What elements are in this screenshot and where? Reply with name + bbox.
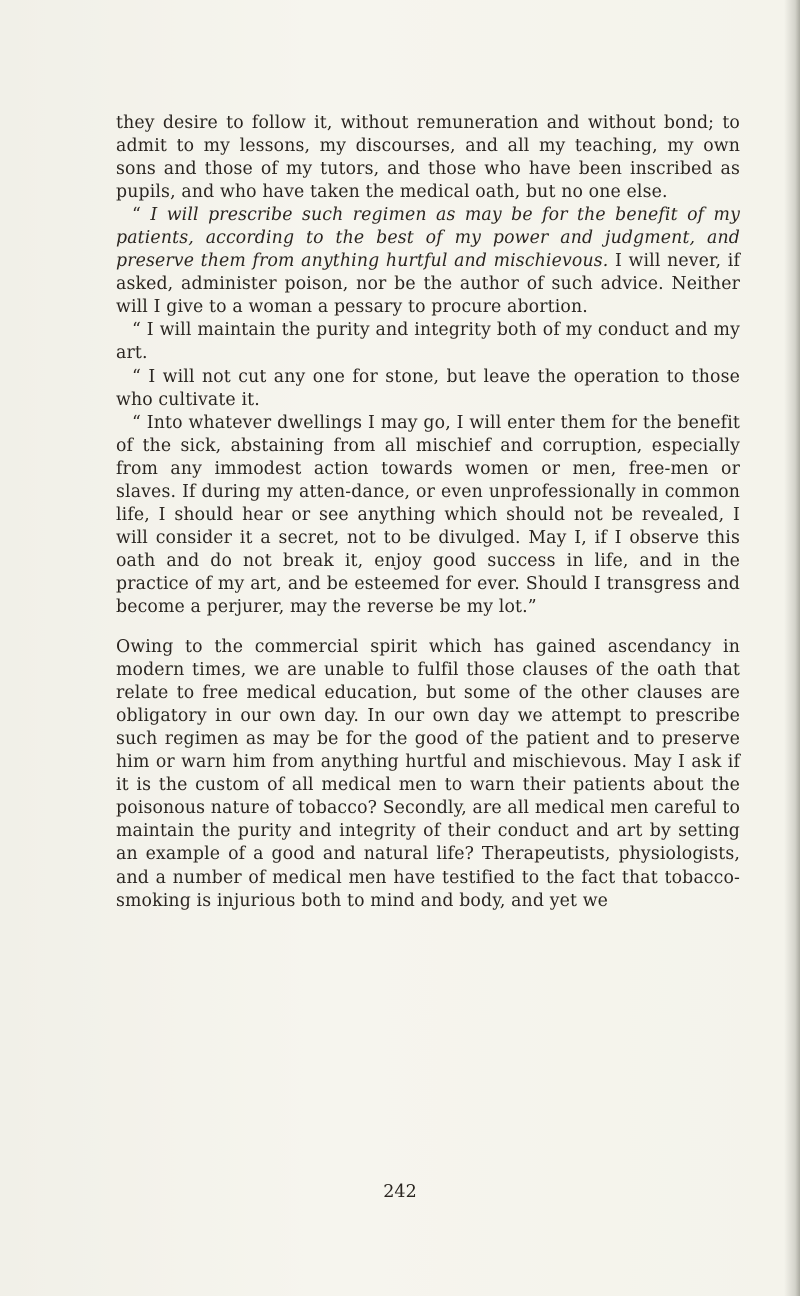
text-run: “ <box>132 205 151 226</box>
text-run: they desire to follow it, without remuneration and without bond; to admit to my lessons, my discourses, and all my teaching, my own sons and those of my tutors, and those who have been inscribed as pupils, and who have taken the medical oath, but no one else. <box>116 113 740 203</box>
page-edge-shadow <box>784 0 800 1296</box>
text-run: “ I will not cut any one for stone, but leave the operation to those who cultivate it. <box>116 366 740 410</box>
paragraph-oath-stone <box>116 366 740 412</box>
paragraph-commentary <box>116 636 740 913</box>
paragraph-oath-dwellings <box>116 412 740 619</box>
text-run: “ I will maintain the purity and integrity both of my conduct and my art. <box>116 320 740 364</box>
paragraph-oath-regimen <box>116 204 740 319</box>
body-text <box>116 112 740 913</box>
italic-text-run: I will prescribe such regimen as may be for the benefit of my patients, according to the best of my power and judgment, and preserve them from anything hurtful and mischievous. <box>116 205 740 272</box>
paragraph-oath-teaching <box>116 112 740 204</box>
page-number: 242 <box>383 1182 417 1202</box>
paragraph-oath-purity <box>116 319 740 365</box>
text-run: I will never, if asked, administer poison, nor be the author of such advice. Neither will I give to a woman a pessary to procure abortion. <box>116 251 740 318</box>
text-run: Owing to the commercial spirit which has gained ascendancy in modern times, we are unable to fulfil those clauses of the oath that relate to free medical education, but some of the other clauses are obligatory in our own day. In our own day we attempt to prescribe such regimen as may be for the good of the patient and to preserve him or warn him from anything hurtful and mischievous. May I ask if it is the custom of all medical men to warn their patients about the poisonous nature of tobacco? Secondly, are all medical men careful to maintain the purity and integrity of their conduct and art by setting an example of a good and natural life? Therapeutists, physiologists, and a number of medical men have testified to the fact that tobacco-smoking is injurious both to mind and body, and yet we <box>116 637 740 911</box>
text-run: “ Into whatever dwellings I may go, I will enter them for the benefit of the sick, abstaining from all mischief and corruption, especially from any immodest action towards women or men, free-men or slaves. If during my atten-dance, or even unprofessionally in common life, I should hear or see anything which should not be revealed, I will consider it a secret, not to be divulged. May I, if I observe this oath and do not break it, enjoy good success in life, and in the practice of my art, and be esteemed for ever. Should I transgress and become a perjurer, may the reverse be my lot.” <box>116 412 740 617</box>
